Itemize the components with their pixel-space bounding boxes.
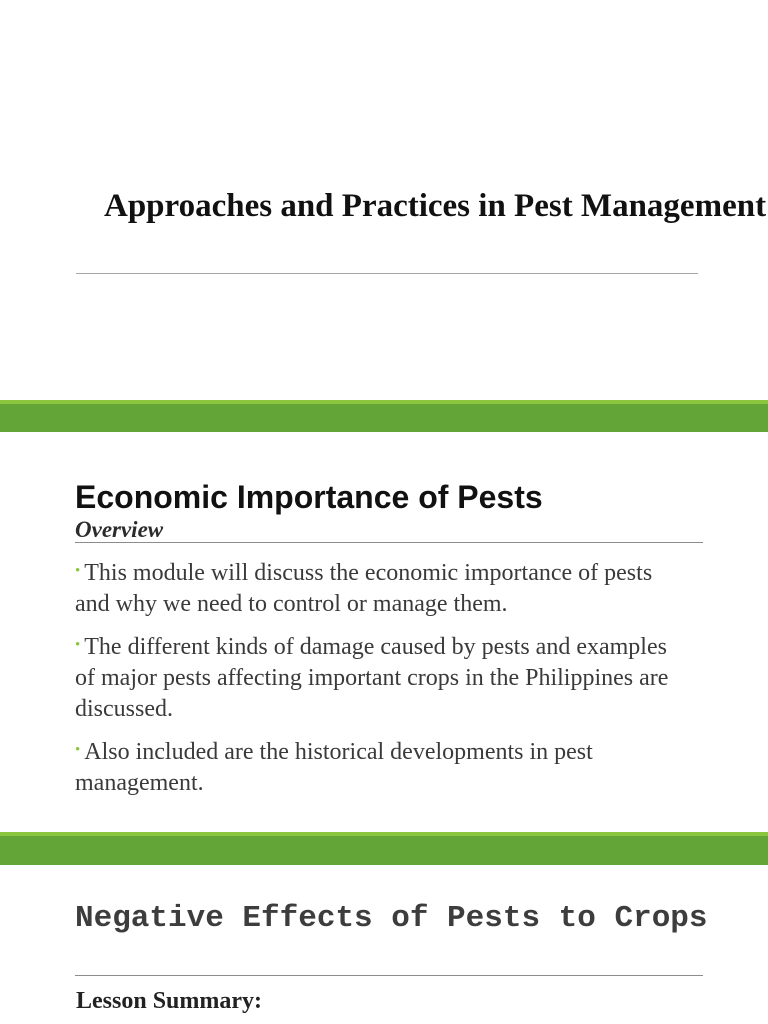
slide-2-subtitle: Overview	[75, 517, 164, 542]
slide-3-divider	[75, 975, 703, 976]
bullet-text: Also included are the historical developments in pest management.	[75, 739, 593, 796]
slide-2-divider	[75, 542, 703, 543]
bullet-text: The different kinds of damage caused by pests and examples of major pests affecting important crops in the Philippines are discussed.	[75, 634, 669, 722]
bullet-item	[75, 630, 675, 725]
bullet-dot-icon: •	[75, 563, 81, 579]
slide-1-divider	[76, 273, 698, 274]
bullet-dot-icon: •	[75, 637, 81, 653]
slide-2-title: Economic Importance of Pests	[75, 479, 543, 515]
bullet-item	[75, 556, 675, 620]
bullet-item	[75, 735, 675, 799]
slide-separator	[0, 400, 768, 432]
bullet-dot-icon: •	[75, 742, 81, 758]
bullet-text: This module will discuss the economic importance of pests and why we need to control or manage them.	[75, 560, 653, 617]
slide-1-title: Approaches and Practices in Pest Management	[104, 188, 767, 224]
slide-3-subtitle: Lesson Summary:	[76, 988, 263, 1014]
slide-2-bullet-list	[75, 556, 675, 809]
slide-3-title: Negative Effects of Pests to Crops	[75, 901, 708, 936]
slide-separator	[0, 832, 768, 865]
